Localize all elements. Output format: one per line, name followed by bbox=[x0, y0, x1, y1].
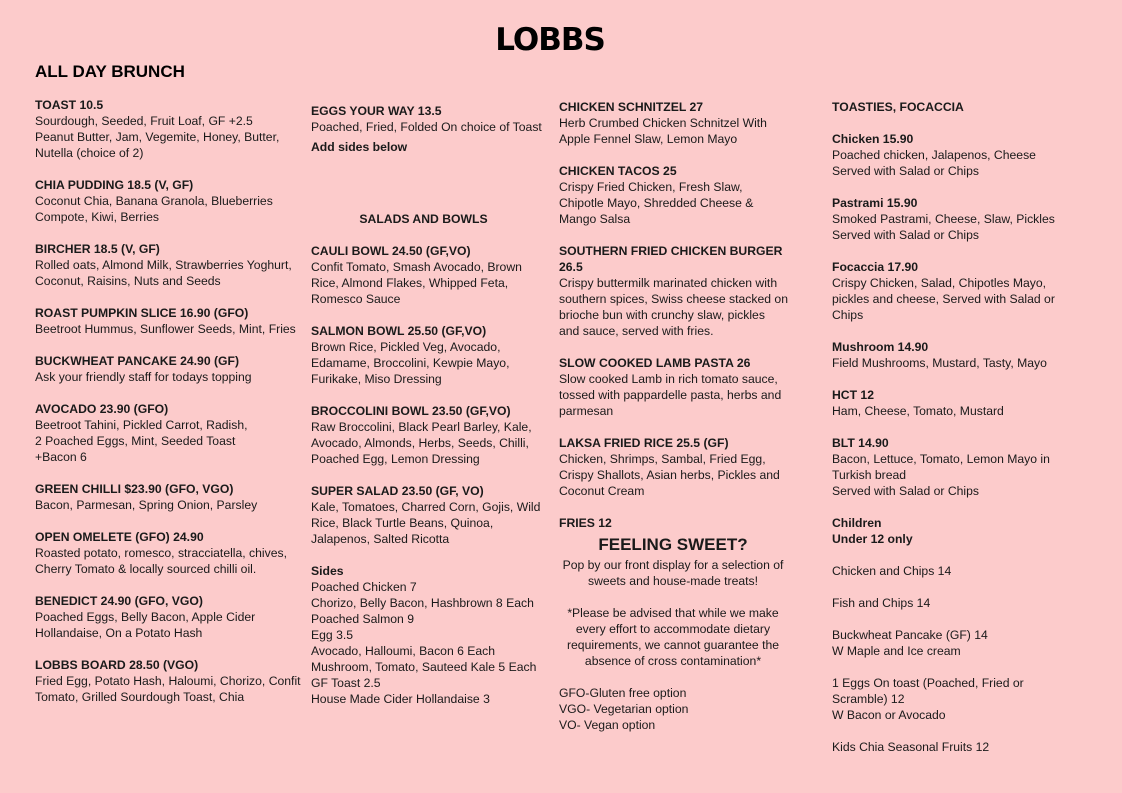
kids-item: Buckwheat Pancake (GF) 14 W Maple and Ice cream bbox=[832, 628, 988, 658]
menu-item bbox=[559, 435, 799, 499]
menu-item bbox=[559, 163, 799, 227]
menu-item bbox=[311, 243, 546, 307]
item-desc: Smoked Pastrami, Cheese, Slaw, Pickles Served with Salad or Chips bbox=[832, 212, 1055, 242]
menu-item-eggs bbox=[311, 103, 546, 155]
column-brunch bbox=[35, 97, 305, 721]
sides-list bbox=[311, 563, 546, 707]
item-name: ROAST PUMPKIN SLICE 16.90 (GFO) bbox=[35, 306, 249, 320]
salads-bowls-heading: SALADS AND BOWLS bbox=[359, 212, 488, 226]
item-name: SUPER SALAD 23.50 (GF, VO) bbox=[311, 484, 484, 498]
menu-item bbox=[559, 243, 799, 339]
item-name: Pastrami 15.90 bbox=[832, 196, 918, 210]
item-name: BENEDICT 24.90 (GFO, VGO) bbox=[35, 594, 203, 608]
item-name: LOBBS BOARD 28.50 (VGO) bbox=[35, 658, 199, 672]
item-desc: Beetroot Hummus, Sunflower Seeds, Mint, Fries bbox=[35, 322, 296, 336]
children-subheading: Under 12 only bbox=[832, 532, 913, 546]
item-name: SALMON BOWL 25.50 (GF,VO) bbox=[311, 324, 487, 338]
menu-item bbox=[559, 355, 799, 419]
item-name: HCT 12 bbox=[832, 388, 874, 402]
menu-item bbox=[832, 195, 1072, 243]
menu-item bbox=[35, 481, 305, 513]
item-name: Focaccia 17.90 bbox=[832, 260, 919, 274]
item-desc: Crispy Fried Chicken, Fresh Slaw, Chipotle Mayo, Shredded Cheese & Mango Salsa bbox=[559, 180, 754, 226]
column-mains bbox=[559, 99, 799, 733]
item-name: SOUTHERN FRIED CHICKEN BURGER 26.5 bbox=[559, 244, 783, 274]
item-desc: Fried Egg, Potato Hash, Haloumi, Chorizo, Confit Tomato, Grilled Sourdough Toast, Chia bbox=[35, 674, 301, 704]
menu-item bbox=[35, 177, 305, 225]
item-desc: Poached, Fried, Folded On choice of Toast bbox=[311, 120, 542, 134]
item-desc: Herb Crumbed Chicken Schnitzel With Apple Fennel Slaw, Lemon Mayo bbox=[559, 116, 767, 146]
item-name: Chicken 15.90 bbox=[832, 132, 914, 146]
menu-item bbox=[832, 131, 1072, 179]
menu-item bbox=[35, 305, 305, 337]
disclaimer: *Please be advised that while we make every effort to accommodate dietary requirements, we cannot guarantee the absence of cross contamination* bbox=[566, 606, 780, 668]
sweet-text: Pop by our front display for a selection of sweets and house-made treats! bbox=[562, 558, 784, 588]
item-desc: Field Mushrooms, Mustard, Tasty, Mayo bbox=[832, 356, 1047, 370]
legend-line: VGO- Vegetarian option bbox=[559, 702, 689, 716]
legend-line: GFO-Gluten free option bbox=[559, 686, 687, 700]
item-desc: Rolled oats, Almond Milk, Strawberries Yoghurt, Coconut, Raisins, Nuts and Seeds bbox=[35, 258, 292, 288]
toasties-heading: TOASTIES, FOCACCIA bbox=[832, 100, 964, 114]
menu-item bbox=[311, 323, 546, 387]
add-sides-note: Add sides below bbox=[311, 140, 408, 154]
feeling-sweet-block bbox=[559, 537, 787, 669]
item-desc: Bacon, Lettuce, Tomato, Lemon Mayo in Turkish bread Served with Salad or Chips bbox=[832, 452, 1050, 498]
item-desc: Poached chicken, Jalapenos, Cheese Served with Salad or Chips bbox=[832, 148, 1036, 178]
section-title: ALL DAY BRUNCH bbox=[35, 62, 185, 81]
restaurant-logo-title: LOBBS bbox=[495, 22, 605, 58]
item-name: FRIES 12 bbox=[559, 516, 612, 530]
item-name: CHICKEN TACOS 25 bbox=[559, 164, 677, 178]
kids-item: Chicken and Chips 14 bbox=[832, 564, 952, 578]
menu-item bbox=[832, 259, 1072, 323]
sides-heading: Sides bbox=[311, 564, 344, 578]
kids-item: 1 Eggs On toast (Poached, Fried or Scramble) 12 W Bacon or Avocado bbox=[832, 676, 1024, 722]
item-name: LAKSA FRIED RICE 25.5 (GF) bbox=[559, 436, 729, 450]
menu-item bbox=[35, 657, 305, 705]
column-eggs-salads bbox=[311, 103, 546, 723]
item-desc: Bacon, Parmesan, Spring Onion, Parsley bbox=[35, 498, 258, 512]
menu-item bbox=[35, 593, 305, 641]
menu-item bbox=[311, 403, 546, 467]
sides-desc: Poached Chicken 7 Chorizo, Belly Bacon, Hashbrown 8 Each Poached Salmon 9 Egg 3.5 Avocado, Halloumi, Bacon 6 Each Mushroom, Tomato, Sauteed Kale 5 Each GF Toast 2.5 House Made Cider Hollandaise 3 bbox=[311, 580, 537, 706]
item-name: CAULI BOWL 24.50 (GF,VO) bbox=[311, 244, 471, 258]
item-name: OPEN OMELETE (GFO) 24.90 bbox=[35, 530, 204, 544]
children-section bbox=[832, 515, 1072, 547]
item-desc: Ask your friendly staff for todays topping bbox=[35, 370, 252, 384]
item-name: AVOCADO 23.90 (GFO) bbox=[35, 402, 169, 416]
item-desc: Poached Eggs, Belly Bacon, Apple Cider Hollandaise, On a Potato Hash bbox=[35, 610, 256, 640]
item-desc: Chicken, Shrimps, Sambal, Fried Egg, Crispy Shallots, Asian herbs, Pickles and Coconut Cream bbox=[559, 452, 780, 498]
item-desc: Roasted potato, romesco, stracciatella, chives, Cherry Tomato & locally sourced chilli oil. bbox=[35, 546, 287, 576]
legend bbox=[559, 685, 799, 733]
menu-item bbox=[832, 435, 1072, 499]
kids-item: Kids Chia Seasonal Fruits 12 bbox=[832, 740, 990, 754]
item-name: EGGS YOUR WAY 13.5 bbox=[311, 104, 442, 118]
column-toasties bbox=[832, 99, 1072, 771]
item-name: TOAST 10.5 bbox=[35, 98, 104, 112]
menu-item bbox=[35, 401, 305, 465]
item-desc: Ham, Cheese, Tomato, Mustard bbox=[832, 404, 1004, 418]
item-name: BIRCHER 18.5 (V, GF) bbox=[35, 242, 160, 256]
item-desc: Crispy buttermilk marinated chicken with southern spices, Swiss cheese stacked on brioche bun with crunchy slaw, pickles and sauce, served with fries. bbox=[559, 276, 788, 338]
item-name: GREEN CHILLI $23.90 (GFO, VGO) bbox=[35, 482, 234, 496]
children-heading: Children bbox=[832, 516, 882, 530]
menu-item bbox=[35, 529, 305, 577]
menu-item bbox=[559, 99, 799, 147]
item-desc: Kale, Tomatoes, Charred Corn, Gojis, Wild Rice, Black Turtle Beans, Quinoa, Jalapenos, Salted Ricotta bbox=[311, 500, 541, 546]
menu-item bbox=[35, 241, 305, 289]
menu-item bbox=[559, 515, 799, 531]
item-desc: Confit Tomato, Smash Avocado, Brown Rice, Almond Flakes, Whipped Feta, Romesco Sauce bbox=[311, 260, 522, 306]
menu-item bbox=[832, 339, 1072, 371]
item-desc: Brown Rice, Pickled Veg, Avocado, Edamame, Broccolini, Kewpie Mayo, Furikake, Miso Dressing bbox=[311, 340, 510, 386]
item-desc: Beetroot Tahini, Pickled Carrot, Radish, 2 Poached Eggs, Mint, Seeded Toast +Bacon 6 bbox=[35, 418, 248, 464]
menu-item bbox=[35, 97, 305, 161]
item-name: Mushroom 14.90 bbox=[832, 340, 929, 354]
menu-item bbox=[35, 353, 305, 385]
legend-line: VO- Vegan option bbox=[559, 718, 656, 732]
item-desc: Crispy Chicken, Salad, Chipotles Mayo, pickles and cheese, Served with Salad or Chips bbox=[832, 276, 1055, 322]
menu-item bbox=[311, 483, 546, 547]
item-name: CHICKEN SCHNITZEL 27 bbox=[559, 100, 704, 114]
item-name: BROCCOLINI BOWL 23.50 (GF,VO) bbox=[311, 404, 511, 418]
item-desc: Sourdough, Seeded, Fruit Loaf, GF +2.5 Peanut Butter, Jam, Vegemite, Honey, Butter, Nutella (choice of 2) bbox=[35, 114, 280, 160]
item-desc: Slow cooked Lamb in rich tomato sauce, tossed with pappardelle pasta, herbs and parmesan bbox=[559, 372, 782, 418]
item-name: BLT 14.90 bbox=[832, 436, 889, 450]
item-desc: Raw Broccolini, Black Pearl Barley, Kale, Avocado, Almonds, Herbs, Seeds, Chilli, Poached Egg, Lemon Dressing bbox=[311, 420, 532, 466]
menu-item bbox=[832, 387, 1072, 419]
item-name: BUCKWHEAT PANCAKE 24.90 (GF) bbox=[35, 354, 240, 368]
item-name: CHIA PUDDING 18.5 (V, GF) bbox=[35, 178, 194, 192]
item-desc: Coconut Chia, Banana Granola, Blueberries Compote, Kiwi, Berries bbox=[35, 194, 273, 224]
sweet-title: FEELING SWEET? bbox=[598, 535, 748, 554]
item-name: SLOW COOKED LAMB PASTA 26 bbox=[559, 356, 751, 370]
kids-item: Fish and Chips 14 bbox=[832, 596, 931, 610]
